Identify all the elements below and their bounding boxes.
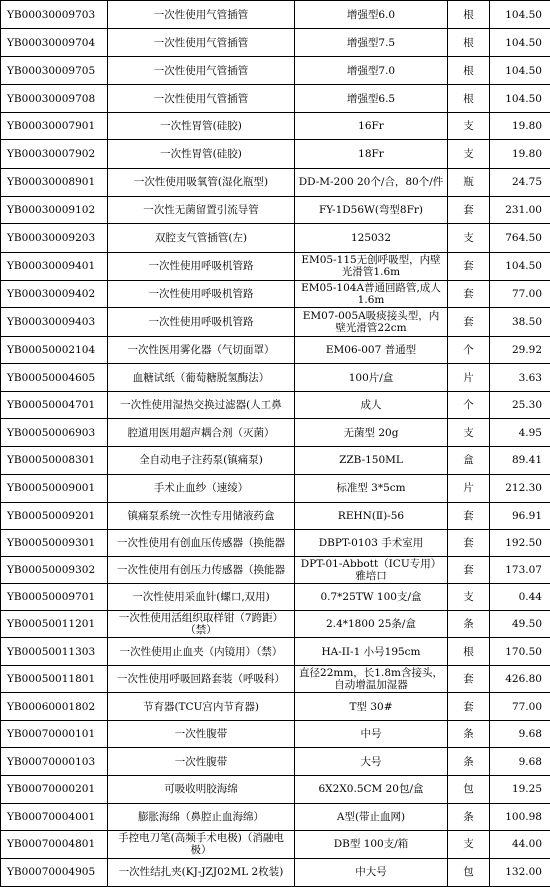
price-cell: 0.44 <box>490 583 550 610</box>
code-cell: YB00030009102 <box>1 196 108 223</box>
spec-cell: 大号 <box>295 748 448 776</box>
item-name-cell: 一次性医用雾化器（气切面罩） <box>108 337 295 364</box>
spec-cell: DD-M-200 20个/合，80个/件 <box>295 168 448 196</box>
code-cell: YB00050009201 <box>1 502 108 529</box>
unit-cell: 包 <box>448 858 490 886</box>
table-row <box>1 29 550 57</box>
spec-cell: 标准型 3*5cm <box>295 474 448 502</box>
spec-cell: 6X2X0.5CM 20包/盒 <box>295 776 448 803</box>
table-row <box>1 610 550 637</box>
spec-cell: EM05-104A普通回路管,成人1.6m <box>295 280 448 307</box>
item-name-cell: 一次性腹带 <box>108 721 295 748</box>
code-cell: YB00060001802 <box>1 693 108 721</box>
unit-cell: 片 <box>448 474 490 502</box>
code-cell: YB00030009401 <box>1 252 108 280</box>
price-cell: 44.00 <box>490 830 550 858</box>
item-name-cell: 一次性胃管(硅胶) <box>108 113 295 140</box>
item-name-cell: 一次性使用呼吸机管路 <box>108 307 295 336</box>
unit-cell: 支 <box>448 830 490 858</box>
code-cell: YB00030009703 <box>1 1 108 29</box>
price-cell: 104.50 <box>490 1 550 29</box>
unit-cell: 支 <box>448 223 490 252</box>
code-cell: YB00070004801 <box>1 830 108 858</box>
code-cell: YB00050011303 <box>1 637 108 665</box>
price-cell: 38.50 <box>490 307 550 336</box>
code-cell: YB00030009708 <box>1 85 108 113</box>
spec-cell: 直径22mm，长1.8m含接头，自动增温加湿器 <box>295 666 448 693</box>
item-name-cell: 可吸收明胶海绵 <box>108 776 295 803</box>
code-cell: YB00030009705 <box>1 57 108 85</box>
price-cell: 24.75 <box>490 168 550 196</box>
table-row <box>1 748 550 776</box>
unit-cell: 条 <box>448 748 490 776</box>
item-name-cell: 一次性使用活组织取样钳（7跨距）（禁） <box>108 610 295 637</box>
price-cell: 104.50 <box>490 29 550 57</box>
spec-cell: EM06-007 普通型 <box>295 337 448 364</box>
price-cell: 4.95 <box>490 419 550 447</box>
item-name-cell: 血糖试纸（葡萄糖脱氢酶法） <box>108 364 295 392</box>
spec-cell: DPT-01-Abbott（ICU专用）雅培口 <box>295 556 448 583</box>
table-row <box>1 666 550 693</box>
spec-cell: EM07-005A吸痰接头型，内壁光滑管22cm <box>295 307 448 336</box>
spec-cell: ZZB-150ML <box>295 447 448 474</box>
unit-cell: 支 <box>448 113 490 140</box>
item-name-cell: 一次性使用气管插管 <box>108 57 295 85</box>
price-cell: 3.63 <box>490 364 550 392</box>
table-row <box>1 474 550 502</box>
code-cell: YB00050009302 <box>1 556 108 583</box>
price-cell: 77.00 <box>490 280 550 307</box>
table-row <box>1 140 550 168</box>
unit-cell: 套 <box>448 693 490 721</box>
code-cell: YB00050011801 <box>1 666 108 693</box>
item-name-cell: 手控电刀笔(高频手术电极)（消融电极） <box>108 830 295 858</box>
item-name-cell: 一次性使用采血针(螺口,双用) <box>108 583 295 610</box>
spec-cell: 增强型7.0 <box>295 57 448 85</box>
table-row <box>1 858 550 886</box>
unit-cell: 套 <box>448 252 490 280</box>
code-cell: YB00050004605 <box>1 364 108 392</box>
code-cell: YB00030008901 <box>1 168 108 196</box>
unit-cell: 条 <box>448 721 490 748</box>
table-row <box>1 307 550 336</box>
code-cell: YB00050004701 <box>1 392 108 419</box>
item-name-cell: 镇痛泵系统一次性专用储液药盒 <box>108 502 295 529</box>
unit-cell: 个 <box>448 337 490 364</box>
code-cell: YB00050009701 <box>1 583 108 610</box>
table-row <box>1 447 550 474</box>
unit-cell: 套 <box>448 556 490 583</box>
unit-cell: 片 <box>448 364 490 392</box>
code-cell: YB00050011201 <box>1 610 108 637</box>
item-name-cell: 一次性胃管(硅胶) <box>108 140 295 168</box>
unit-cell: 套 <box>448 196 490 223</box>
unit-cell: 套 <box>448 666 490 693</box>
item-name-cell: 一次性使用有创压力传感器（换能器 <box>108 556 295 583</box>
item-name-cell: 腔道用医用超声耦合剂（灭菌） <box>108 419 295 447</box>
price-cell: 19.25 <box>490 776 550 803</box>
unit-cell: 支 <box>448 419 490 447</box>
table-row <box>1 364 550 392</box>
spec-cell: 18Fr <box>295 140 448 168</box>
table-row <box>1 803 550 830</box>
spec-cell: 16Fr <box>295 113 448 140</box>
item-name-cell: 一次性使用气管插管 <box>108 29 295 57</box>
unit-cell: 套 <box>448 307 490 336</box>
price-cell: 104.50 <box>490 85 550 113</box>
spec-cell: 成人 <box>295 392 448 419</box>
spec-cell: 中大号 <box>295 858 448 886</box>
price-cell: 29.92 <box>490 337 550 364</box>
price-cell: 104.50 <box>490 252 550 280</box>
table-row <box>1 693 550 721</box>
price-cell: 49.50 <box>490 610 550 637</box>
table-body <box>1 1 550 887</box>
table-row <box>1 637 550 665</box>
price-cell: 132.00 <box>490 858 550 886</box>
unit-cell: 套 <box>448 280 490 307</box>
unit-cell: 个 <box>448 392 490 419</box>
spec-cell: REHN(Ⅱ)-56 <box>295 502 448 529</box>
price-cell: 9.68 <box>490 748 550 776</box>
unit-cell: 套 <box>448 529 490 556</box>
unit-cell: 盒 <box>448 447 490 474</box>
code-cell: YB00030009704 <box>1 29 108 57</box>
table-row <box>1 223 550 252</box>
table-row <box>1 337 550 364</box>
price-cell: 173.07 <box>490 556 550 583</box>
table-row <box>1 113 550 140</box>
unit-cell: 根 <box>448 85 490 113</box>
table-row <box>1 419 550 447</box>
table-row <box>1 196 550 223</box>
item-name-cell: 一次性使用湿热交换过滤器(人工鼻 <box>108 392 295 419</box>
spec-cell: 100片/盒 <box>295 364 448 392</box>
item-name-cell: 全自动电子注药泵(镇痛泵) <box>108 447 295 474</box>
item-name-cell: 一次性使用吸氧管(湿化瓶型) <box>108 168 295 196</box>
code-cell: YB00070000101 <box>1 721 108 748</box>
item-name-cell: 一次性结扎夹(KJ-JZJ02ML 2枚装) <box>108 858 295 886</box>
table-row <box>1 57 550 85</box>
table-row <box>1 252 550 280</box>
price-cell: 764.50 <box>490 223 550 252</box>
spec-cell: 125032 <box>295 223 448 252</box>
unit-cell: 包 <box>448 776 490 803</box>
item-name-cell: 膨胀海绵（鼻腔止血海绵） <box>108 803 295 830</box>
table-row <box>1 830 550 858</box>
price-cell: 89.41 <box>490 447 550 474</box>
unit-cell: 条 <box>448 610 490 637</box>
item-name-cell: 一次性无菌留置引流导管 <box>108 196 295 223</box>
item-name-cell: 一次性腹带 <box>108 748 295 776</box>
table-row <box>1 1 550 29</box>
unit-cell: 根 <box>448 57 490 85</box>
spec-cell: 无菌型 20g <box>295 419 448 447</box>
spec-cell: 中号 <box>295 721 448 748</box>
spec-cell: DB型 100支/箱 <box>295 830 448 858</box>
table-row <box>1 583 550 610</box>
code-cell: YB00050002104 <box>1 337 108 364</box>
code-cell: YB00030009403 <box>1 307 108 336</box>
price-cell: 9.68 <box>490 721 550 748</box>
code-cell: YB00070004001 <box>1 803 108 830</box>
item-name-cell: 一次性使用气管插管 <box>108 85 295 113</box>
price-cell: 19.80 <box>490 113 550 140</box>
unit-cell: 根 <box>448 29 490 57</box>
price-cell: 19.80 <box>490 140 550 168</box>
spec-cell: HA-II-1 小号195cm <box>295 637 448 665</box>
table-row <box>1 392 550 419</box>
code-cell: YB00030009203 <box>1 223 108 252</box>
code-cell: YB00050009301 <box>1 529 108 556</box>
code-cell: YB00030007901 <box>1 113 108 140</box>
item-name-cell: 双腔支气管插管(左) <box>108 223 295 252</box>
unit-cell: 根 <box>448 1 490 29</box>
code-cell: YB00030009402 <box>1 280 108 307</box>
item-name-cell: 手术止血纱（速绫） <box>108 474 295 502</box>
spec-cell: DBPT-0103 手术室用 <box>295 529 448 556</box>
item-name-cell: 一次性使用有创血压传感器（换能器 <box>108 529 295 556</box>
item-name-cell: 一次性使用呼吸机管路 <box>108 280 295 307</box>
unit-cell: 套 <box>448 502 490 529</box>
price-cell: 100.98 <box>490 803 550 830</box>
code-cell: YB00050009001 <box>1 474 108 502</box>
price-cell: 77.00 <box>490 693 550 721</box>
code-cell: YB00050006903 <box>1 419 108 447</box>
code-cell: YB00050008301 <box>1 447 108 474</box>
price-cell: 426.80 <box>490 666 550 693</box>
code-cell: YB00030007902 <box>1 140 108 168</box>
unit-cell: 支 <box>448 583 490 610</box>
item-name-cell: 节育器(TCU宫内节育器) <box>108 693 295 721</box>
spec-cell: 增强型6.0 <box>295 1 448 29</box>
code-cell: YB00070004905 <box>1 858 108 886</box>
price-cell: 170.50 <box>490 637 550 665</box>
price-cell: 104.50 <box>490 57 550 85</box>
item-name-cell: 一次性使用止血夹（内镜用）（禁） <box>108 637 295 665</box>
spec-cell: A型(带止血网) <box>295 803 448 830</box>
spec-cell: FY-1D56W(弯型8Fr) <box>295 196 448 223</box>
table-row <box>1 280 550 307</box>
spec-cell: T型 30# <box>295 693 448 721</box>
unit-cell: 条 <box>448 803 490 830</box>
spec-cell: 增强型7.5 <box>295 29 448 57</box>
price-cell: 25.30 <box>490 392 550 419</box>
spec-cell: 0.7*25TW 100支/盒 <box>295 583 448 610</box>
item-name-cell: 一次性使用气管插管 <box>108 1 295 29</box>
spec-cell: 2.4*1800 25条/盒 <box>295 610 448 637</box>
code-cell: YB00070000201 <box>1 776 108 803</box>
price-cell: 96.91 <box>490 502 550 529</box>
table-row <box>1 721 550 748</box>
table-row <box>1 85 550 113</box>
item-name-cell: 一次性使用呼吸机管路 <box>108 252 295 280</box>
price-cell: 212.30 <box>490 474 550 502</box>
table-row <box>1 168 550 196</box>
table-row <box>1 556 550 583</box>
unit-cell: 支 <box>448 140 490 168</box>
unit-cell: 瓶 <box>448 168 490 196</box>
table-row <box>1 529 550 556</box>
table-row <box>1 776 550 803</box>
price-cell: 192.50 <box>490 529 550 556</box>
spec-cell: EM05-115无创呼吸型，内壁光滑管1.6m <box>295 252 448 280</box>
code-cell: YB00070000103 <box>1 748 108 776</box>
unit-cell: 根 <box>448 637 490 665</box>
price-cell: 231.00 <box>490 196 550 223</box>
table-row <box>1 502 550 529</box>
spec-cell: 增强型6.5 <box>295 85 448 113</box>
item-name-cell: 一次性使用呼吸回路套装（呼吸科） <box>108 666 295 693</box>
